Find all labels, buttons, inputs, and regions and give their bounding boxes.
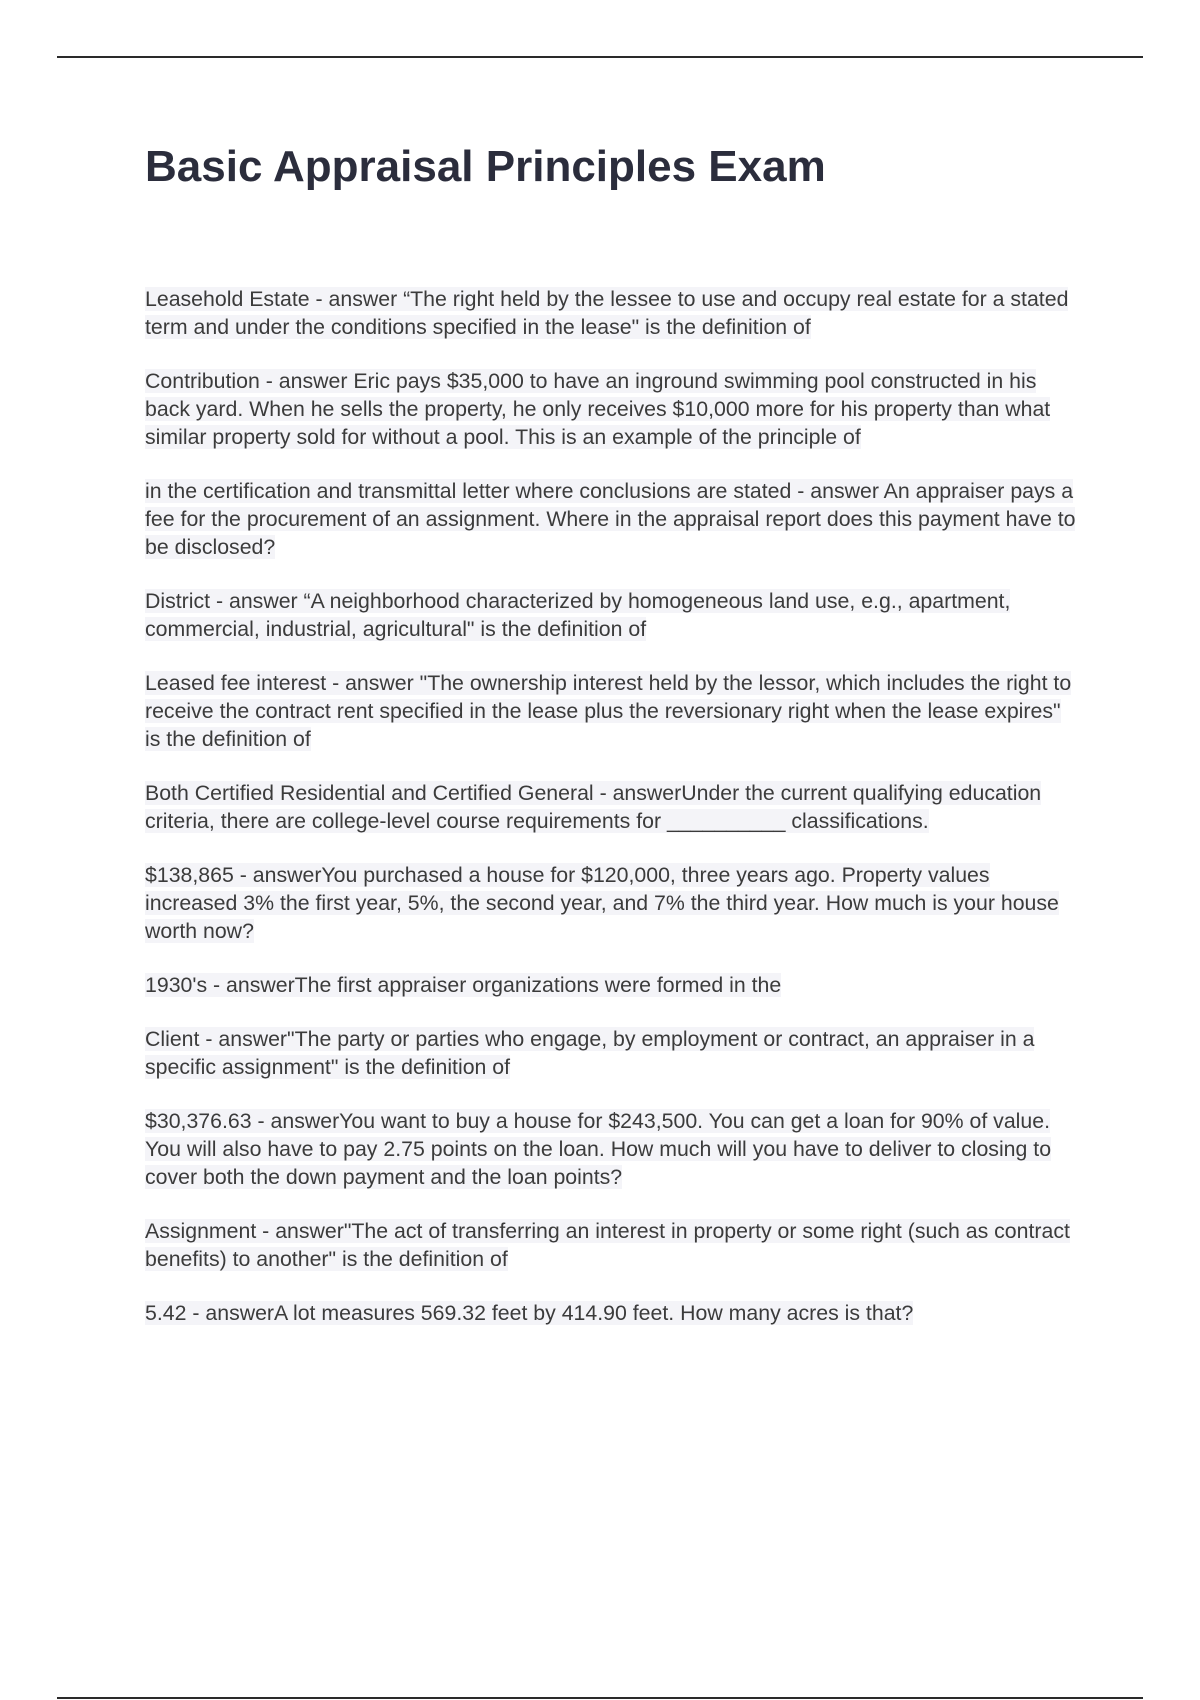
qa-item-8	[145, 971, 1080, 999]
document-title: Basic Appraisal Principles Exam	[145, 142, 826, 191]
qa-item-text: 1930's - answerThe first appraiser organizations were formed in the	[145, 973, 782, 997]
qa-item-3	[145, 477, 1080, 561]
qa-item-6	[145, 779, 1080, 835]
qa-item-text: Leasehold Estate - answer “The right held by the lessee to use and occupy real estate for a stated term and under the conditions specified in the lease" is the definition of	[145, 287, 1069, 339]
qa-item-text: in the certification and transmittal letter where conclusions are stated - answer An appraiser pays a fee for the procurement of an assignment. Where in the appraisal report does this payment have to be disclosed?	[145, 479, 1076, 559]
header-rule	[57, 56, 1143, 58]
qa-item-text: Contribution - answer Eric pays $35,000 to have an inground swimming pool constructed in his back yard. When he sells the property, he only receives $10,000 more for his property than what similar property sold for without a pool. This is an example of the principle of	[145, 369, 1051, 449]
qa-item-10	[145, 1107, 1080, 1191]
footer-rule	[57, 1697, 1143, 1699]
qa-item-4	[145, 587, 1080, 643]
qa-item-1	[145, 285, 1080, 341]
qa-item-11	[145, 1217, 1080, 1273]
qa-item-text: Client - answer"The party or parties who engage, by employment or contract, an appraiser in a specific assignment" is the definition of	[145, 1027, 1035, 1079]
qa-item-5	[145, 669, 1080, 753]
qa-item-text: $138,865 - answerYou purchased a house for $120,000, three years ago. Property values increased 3% the first year, 5%, the second year, and 7% the third year. How much is your house worth now?	[145, 863, 1059, 943]
qa-item-text: District - answer “A neighborhood characterized by homogeneous land use, e.g., apartment, commercial, industrial, agricultural" is the definition of	[145, 589, 1011, 641]
qa-item-text: 5.42 - answerA lot measures 569.32 feet by 414.90 feet. How many acres is that?	[145, 1301, 914, 1325]
qa-item-text: Leased fee interest - answer "The ownership interest held by the lessor, which includes the right to receive the contract rent specified in the lease plus the reversionary right when the lease expires" is the definition of	[145, 671, 1072, 751]
qa-item-12	[145, 1299, 1080, 1327]
qa-item-text: $30,376.63 - answerYou want to buy a house for $243,500. You can get a loan for 90% of value. You will also have to pay 2.75 points on the loan. How much will you have to deliver to closing to cover both the down payment and the loan points?	[145, 1109, 1052, 1189]
qa-item-9	[145, 1025, 1080, 1081]
qa-list	[145, 285, 1080, 1353]
qa-item-text: Both Certified Residential and Certified General - answerUnder the current qualifying education criteria, there are college-level course requirements for __________ classifications.	[145, 781, 1042, 833]
qa-item-text: Assignment - answer"The act of transferring an interest in property or some right (such as contract benefits) to another" is the definition of	[145, 1219, 1070, 1271]
qa-item-7	[145, 861, 1080, 945]
qa-item-2	[145, 367, 1080, 451]
